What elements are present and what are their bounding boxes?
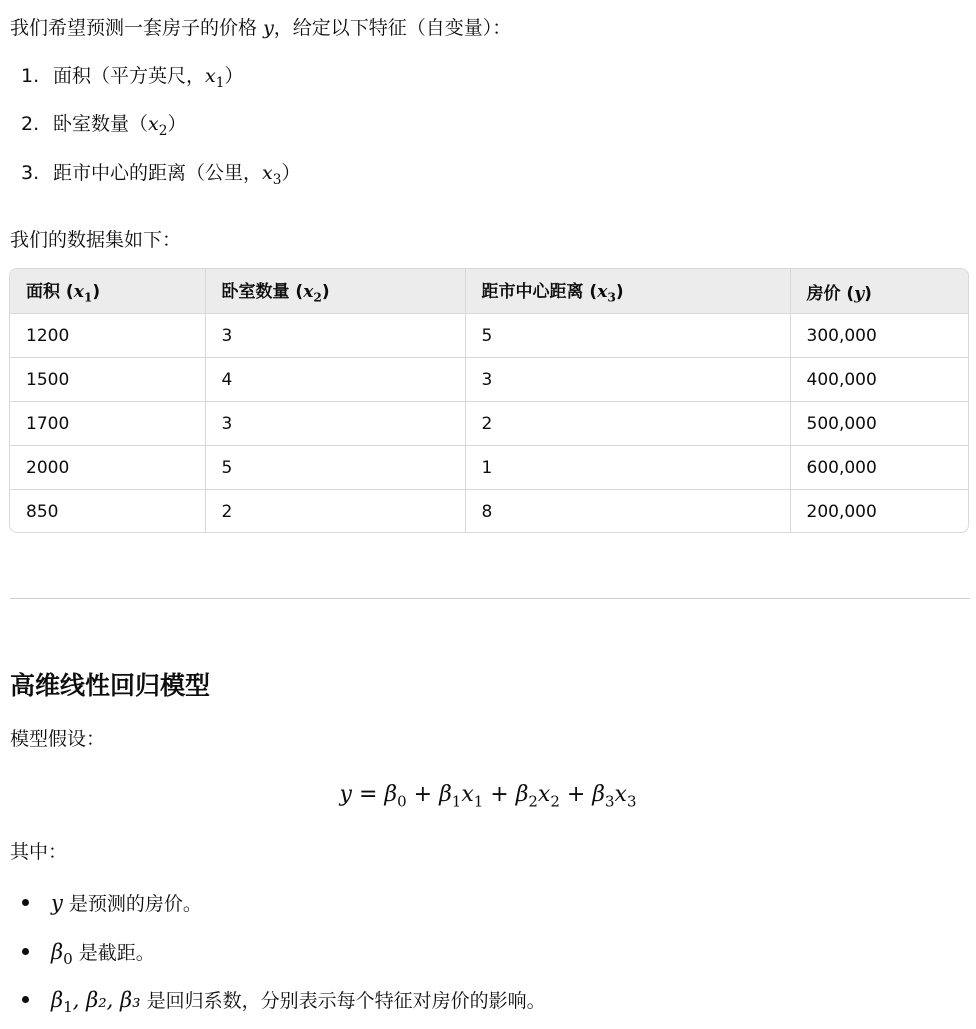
intro-variable: y [263, 17, 274, 39]
table-row [10, 314, 968, 358]
table-cell: 400,000 [790, 358, 968, 402]
list-item: $\beta_0$ 是截距。 [22, 937, 155, 967]
feature-item: 2. 卧室数量$(x_2)$ [21, 113, 187, 139]
data-table-container [9, 268, 969, 533]
header-area: 面积 $(x_1)$ [10, 269, 205, 314]
intro-paragraph [10, 14, 511, 42]
table-cell: 2000 [10, 446, 205, 490]
header-distance: 距市中心距离 $(x_3)$ [465, 269, 790, 314]
table-cell: 3 [205, 314, 465, 358]
bullet-icon [22, 996, 29, 1003]
table-row [10, 358, 968, 402]
intro-text: 我们希望预测一套房子的价格 [10, 17, 258, 39]
bullet-icon [22, 899, 29, 906]
header-bedrooms: 卧室数量 $(x_2)$ [205, 269, 465, 314]
table-cell: 600,000 [790, 446, 968, 490]
table-cell: 5 [465, 314, 790, 358]
table-cell: 1500 [10, 358, 205, 402]
section-divider [10, 598, 970, 599]
intro-text-end: ，给定以下特征（自变量）： [273, 17, 512, 39]
table-header-row [10, 269, 968, 314]
dataset-label: 我们的数据集如下： [10, 229, 182, 251]
bullet-icon [22, 948, 29, 955]
list-item: $\beta_1$, β₂, β₃ 是回归系数，分别表示每个特征对房价的影响。 [22, 985, 546, 1015]
assumption-label: 模型假设： [10, 728, 106, 750]
table-cell: 8 [465, 490, 790, 534]
table-row [10, 446, 968, 490]
table-cell: 200,000 [806, 501, 877, 522]
table-cell: 300,000 [790, 314, 968, 358]
table-cell: 2 [465, 402, 790, 446]
table-cell: 1700 [10, 402, 205, 446]
regression-formula: $y = \beta_0 + \beta_1x_1 + \beta_2x_2 + \beta_3x_3$ [339, 782, 637, 811]
table-row [10, 402, 968, 446]
where-label: 其中： [10, 841, 68, 863]
table-cell: 4 [205, 358, 465, 402]
table-cell: 3 [465, 358, 790, 402]
table-cell: 500,000 [790, 402, 968, 446]
feature-item: 3. 距市中心的距离（公里，$x_3$） [21, 162, 301, 188]
header-price: 房价 (y) [790, 269, 968, 314]
section-title: 高维线性回归模型 [10, 671, 211, 700]
table-cell: 2 [205, 490, 465, 534]
feature-item: 1. 面积（平方英尺，$x_1$） [21, 65, 244, 91]
table-cell: 1 [465, 446, 790, 490]
table-cell: 1200 [10, 314, 205, 358]
data-table [10, 269, 968, 533]
table-cell: 5 [205, 446, 465, 490]
table-cell: 850 [10, 490, 205, 534]
list-item: y 是预测的房价。 [22, 888, 202, 918]
table-row [10, 490, 968, 534]
table-cell: 3 [205, 402, 465, 446]
